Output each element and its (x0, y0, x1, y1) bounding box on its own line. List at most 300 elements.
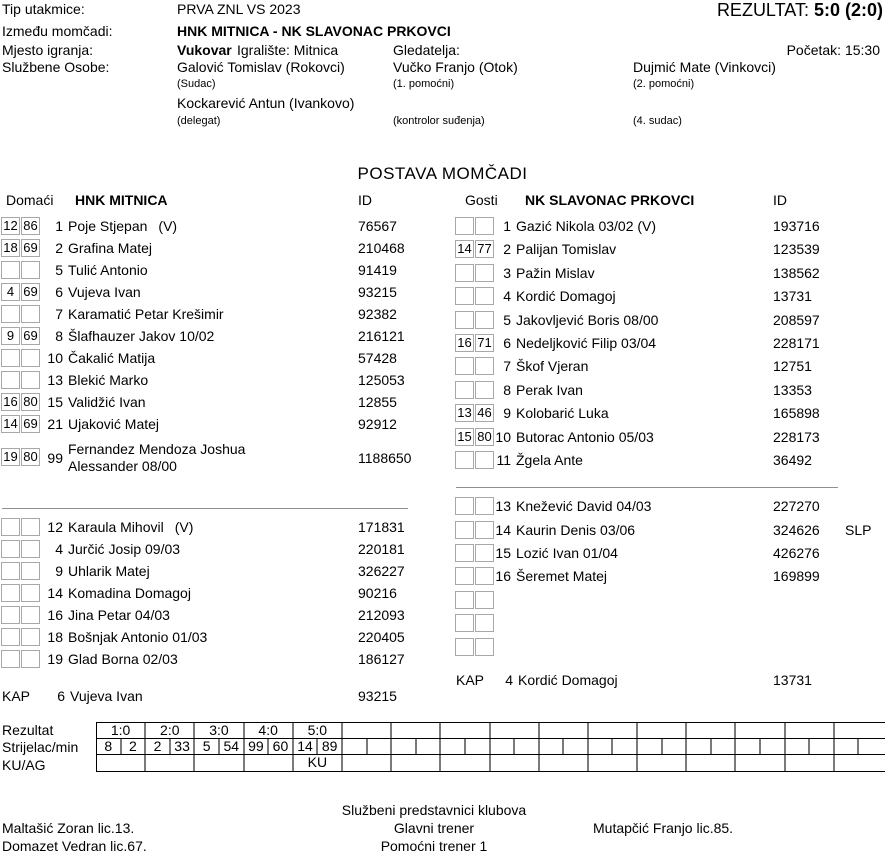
sub-minute-box (475, 567, 494, 585)
ku-ag-cell (245, 755, 294, 771)
guest-starters-list (454, 216, 885, 473)
player-id: 92382 (358, 306, 397, 322)
sub-minute-box: 80 (21, 393, 40, 411)
player-number: 5 (55, 262, 63, 278)
player-number: 2 (503, 241, 511, 258)
player-id: 216121 (358, 328, 405, 344)
sub-minute-box (475, 497, 494, 515)
scorer-minute-cell: 5 (195, 739, 220, 754)
player-name: Šeremet Matej (516, 568, 608, 585)
sub-in-number-box: 16 (455, 334, 474, 352)
sub-minute-box (21, 606, 40, 624)
player-name: Tulić Antonio (68, 262, 148, 278)
player-name: Uhlarik Matej (68, 563, 150, 579)
score-table-row (97, 723, 885, 739)
player-id: 193716 (773, 218, 820, 234)
sub-minute-box (21, 305, 40, 323)
player-id: 13731 (773, 288, 812, 305)
home-id-column-header: ID (358, 192, 372, 208)
result-cell: 1:0 (97, 723, 146, 738)
player-name: Glad Borna 02/03 (68, 651, 178, 667)
sub-in-number-box: 15 (455, 428, 474, 446)
player-id: 93215 (358, 688, 397, 704)
ku-ag-cell (343, 755, 392, 771)
player-id: 212093 (358, 607, 405, 623)
player-id: 123539 (773, 241, 820, 258)
player-id: 228171 (773, 334, 820, 351)
player-name: Perak Ivan (516, 381, 583, 398)
scorer-minute-cell (540, 739, 565, 754)
player-number: 3 (503, 264, 511, 281)
player-row (454, 450, 885, 473)
player-id: 91419 (358, 262, 397, 278)
captain-row (454, 670, 885, 693)
player-id: 220405 (358, 629, 405, 645)
referee-role: (Sudac) (177, 78, 216, 90)
result-cell (687, 723, 736, 738)
player-number: 2 (55, 240, 63, 256)
ku-ag-cell: KU (294, 755, 343, 771)
player-name: Žgela Ante (516, 451, 583, 468)
sub-in-number-box (455, 287, 474, 305)
assistant1-name: Vučko Franjo (Otok) (393, 59, 518, 75)
sub-minute-box: 69 (21, 327, 40, 345)
player-number: 14 (495, 521, 511, 538)
sub-minute-box (21, 584, 40, 602)
sub-in-number-box (1, 261, 20, 279)
ku-ag-cell (835, 755, 884, 771)
scorer-minute-cell (687, 739, 712, 754)
guest-team-section (454, 190, 885, 693)
result-cell (540, 723, 589, 738)
player-row (0, 282, 448, 304)
sub-in-number-box: 12 (1, 217, 20, 235)
player-number: 9 (503, 405, 511, 422)
player-number: 7 (55, 306, 63, 322)
player-id: 138562 (773, 264, 820, 281)
player-row (0, 517, 448, 539)
kap-label: KAP (2, 688, 31, 704)
player-number: 1 (55, 218, 63, 234)
match-teams: HNK MITNICA - NK SLAVONAC PRKOVCI (177, 23, 451, 39)
home-side-label: Domaći (6, 192, 54, 208)
player-name: Škof Vjeran (516, 358, 589, 375)
sub-in-number-box: 9 (1, 327, 20, 345)
sub-minute-box (21, 562, 40, 580)
player-number: 5 (503, 311, 511, 328)
player-row (454, 333, 885, 356)
player-id: 13731 (773, 672, 812, 689)
player-row (454, 520, 885, 543)
player-name: Šlafhauzer Jakov 10/02 (68, 328, 215, 344)
player-name: Kordić Domagoj (518, 672, 618, 689)
player-row (0, 627, 448, 649)
sub-in-number-box: 16 (1, 393, 20, 411)
player-name: Komadina Domagoj (68, 585, 191, 601)
player-name: Ujaković Matej (68, 416, 160, 432)
player-number: 15 (495, 545, 511, 562)
player-number: 11 (496, 451, 511, 468)
player-name: Vujeva Ivan (68, 284, 141, 300)
player-row (0, 649, 448, 671)
captain-row (0, 686, 448, 708)
sub-in-number-box (455, 614, 474, 632)
player-row (454, 239, 885, 262)
player-number: 16 (47, 607, 63, 623)
assistant2-role: (2. pomoćni) (633, 78, 695, 90)
sub-minute-box (475, 521, 494, 539)
player-row (0, 238, 448, 260)
ku-ag-cell (146, 755, 195, 771)
goalkeeper-mark: (V) (174, 519, 194, 535)
player-number: 6 (57, 688, 65, 704)
player-number: 18 (47, 629, 63, 645)
player-name: Kolobarić Luka (516, 405, 609, 422)
sub-minute-box (21, 628, 40, 646)
scorer-minute-cell (736, 739, 761, 754)
player-name: Pažin Mislav (516, 264, 595, 281)
sub-in-number-box (1, 349, 20, 367)
player-row (0, 216, 448, 238)
player-number: 21 (47, 416, 63, 432)
player-row (0, 304, 448, 326)
player-name: Fernandez Mendoza Joshua Alessander 08/00 (68, 441, 246, 474)
sub-in-number-box (1, 606, 20, 624)
result-label: REZULTAT: (716, 0, 809, 20)
sub-minute-box (475, 451, 494, 469)
sub-minute-box: 69 (21, 239, 40, 257)
scorer-minute-cell (491, 739, 516, 754)
result-line (717, 0, 883, 21)
ku-ag-cell (589, 755, 638, 771)
result-cell (392, 723, 441, 738)
home-bench-divider (2, 508, 408, 509)
guest-side-label: Gosti (465, 192, 498, 208)
player-id: 220181 (358, 541, 405, 557)
guest-team-header (454, 190, 885, 216)
sub-minute-box (475, 264, 494, 282)
player-id: 12855 (358, 394, 397, 410)
sub-in-number-box (455, 638, 474, 656)
kickoff-time: Početak: 15:30 (786, 42, 880, 58)
player-row (454, 380, 885, 403)
scorer-minute-cell: 2 (122, 739, 147, 754)
result-cell (491, 723, 540, 738)
ku-ag-cell (195, 755, 244, 771)
player-number: 10 (47, 350, 63, 366)
player-id: 1188650 (358, 450, 412, 466)
result-cell: 4:0 (245, 723, 294, 738)
score-table-row-labels (2, 722, 78, 774)
competition-name: PRVA ZNL VS 2023 (177, 1, 301, 17)
sub-in-number-box (455, 311, 474, 329)
player-name: Gazić Nikola 03/02 (V) (516, 218, 657, 234)
delegate-name: Kockarević Antun (Ivankovo) (177, 95, 355, 111)
player-name: Kordić Domagoj (516, 288, 616, 305)
result-cell: 3:0 (195, 723, 244, 738)
kap-label: KAP (456, 672, 485, 689)
home-head-coach-name: Maltašić Zoran lic.13. (2, 820, 135, 836)
player-number: 4 (505, 672, 513, 689)
scorer-minute-cell (441, 739, 466, 754)
player-row (0, 436, 448, 480)
player-number: 4 (55, 541, 63, 557)
player-row (0, 370, 448, 392)
player-id: 13353 (773, 381, 812, 398)
player-id: 326227 (358, 563, 405, 579)
sub-in-number-box (455, 521, 474, 539)
player-row (0, 539, 448, 561)
sub-minute-box (21, 518, 40, 536)
home-starters-list (0, 216, 448, 480)
sub-minute-box (475, 544, 494, 562)
player-id: 93215 (358, 284, 397, 300)
ku-ag-cell (786, 755, 835, 771)
assistant1-role: (1. pomoćni) (393, 78, 455, 90)
guest-bench-divider (456, 487, 838, 488)
player-id: 324626 (773, 521, 820, 538)
scorer-minute-cell: 99 (245, 739, 270, 754)
guest-captain-row (454, 670, 885, 693)
officials-label: Službene Osobe: (2, 59, 110, 75)
player-name: Validžić Ivan (68, 394, 146, 410)
sub-minute-box: 71 (475, 334, 494, 352)
player-number: 13 (495, 498, 511, 515)
city-name: Vukovar (177, 42, 232, 58)
delegate-role: (delegat) (177, 115, 221, 127)
sub-in-number-box: 13 (455, 404, 474, 422)
scorer-minute-cell: 60 (269, 739, 294, 754)
player-id: 210468 (358, 240, 405, 256)
home-team-header (0, 190, 448, 216)
player-row (0, 348, 448, 370)
player-row (454, 286, 885, 309)
player-row (454, 496, 885, 519)
player-number: 12 (47, 519, 63, 535)
scorer-minute-cell (613, 739, 638, 754)
sub-in-number-box (1, 518, 20, 536)
result-cell: 5:0 (294, 723, 343, 738)
scorer-minute-cell (515, 739, 540, 754)
sub-minute-box (21, 540, 40, 558)
sub-in-number-box (1, 562, 20, 580)
player-id: 227270 (773, 498, 820, 515)
player-name: Karaula Mihovil (V) (68, 519, 194, 535)
result-cell (786, 723, 835, 738)
sub-in-number-box (455, 544, 474, 562)
player-row (0, 326, 448, 348)
score-row-label: Rezultat (2, 722, 54, 738)
spectators-label: Gledatelja: (393, 42, 460, 58)
player-number: 14 (47, 585, 63, 601)
player-number: 99 (47, 450, 63, 466)
player-name: Jina Petar 04/03 (68, 607, 170, 623)
sub-minute-box (475, 217, 494, 235)
player-name: Palijan Tomislav (516, 241, 617, 258)
result-cell (343, 723, 392, 738)
player-number: 15 (47, 394, 63, 410)
club-representatives-title: Službeni predstavnici klubova (341, 802, 527, 818)
player-number: 6 (55, 284, 63, 300)
scorer-minute-cell (392, 739, 417, 754)
player-row (0, 583, 448, 605)
ku-ag-cell (441, 755, 490, 771)
player-name: Karamatić Petar Krešimir (68, 306, 224, 322)
sub-in-number-box (455, 567, 474, 585)
player-id: 57428 (358, 350, 397, 366)
between-teams-label: Između momčadi: (2, 23, 113, 39)
player-name: Čakalić Matija (68, 350, 156, 366)
scorer-minute-cell: 54 (220, 739, 245, 754)
sub-minute-box: 80 (21, 448, 40, 466)
ku-ag-cell (97, 755, 146, 771)
player-id: 90216 (358, 585, 397, 601)
sub-in-number-box (455, 381, 474, 399)
player-id: 125053 (358, 372, 405, 388)
ku-ag-cell (638, 755, 687, 771)
player-row (0, 605, 448, 627)
player-name: Blekić Marko (68, 372, 149, 388)
sub-minute-box (475, 591, 494, 609)
player-number: 8 (503, 381, 511, 398)
player-number: 16 (495, 568, 511, 585)
ku-ag-cell (491, 755, 540, 771)
sub-minute-box (475, 287, 494, 305)
result-cell (736, 723, 785, 738)
guest-id-column-header: ID (773, 192, 787, 208)
player-name: Vujeva Ivan (70, 688, 143, 704)
sub-minute-box: 69 (21, 283, 40, 301)
player-number: 8 (55, 328, 63, 344)
sub-in-number-box (1, 305, 20, 323)
sub-in-number-box (455, 264, 474, 282)
scorer-minute-cell: 2 (146, 739, 171, 754)
scorer-minute-cell (712, 739, 737, 754)
scorer-minute-cell (835, 739, 860, 754)
player-name: Jurčić Josip 09/03 (68, 541, 181, 557)
scorer-minute-cell (786, 739, 811, 754)
scorer-minute-cell (761, 739, 786, 754)
player-row (0, 414, 448, 436)
player-number: 13 (47, 372, 63, 388)
scorer-minute-cell: 8 (97, 739, 122, 754)
scorer-minute-cell: 33 (171, 739, 196, 754)
ku-ag-cell (392, 755, 441, 771)
sub-in-number-box (455, 591, 474, 609)
sub-in-number-box (1, 628, 20, 646)
result-cell: 2:0 (146, 723, 195, 738)
scorer-minute-cell: 14 (294, 739, 319, 754)
guest-team-name: NK SLAVONAC PRKOVCI (525, 192, 695, 208)
player-row (454, 613, 885, 636)
scorer-minute-cell (638, 739, 663, 754)
guest-head-coach-name: Mutapčić Franjo lic.85. (593, 820, 734, 836)
player-row (454, 566, 885, 589)
player-row (454, 637, 885, 660)
sub-in-number-box (1, 540, 20, 558)
home-team-section (0, 190, 448, 708)
player-row (454, 590, 885, 613)
sub-in-number-box: 19 (1, 448, 20, 466)
sub-minute-box (475, 614, 494, 632)
score-progression-table (96, 722, 885, 772)
score-table-row (97, 739, 885, 755)
player-number: 4 (503, 288, 511, 305)
player-name: Butorac Antonio 05/03 (516, 428, 654, 445)
match-type-label: Tip utakmice: (2, 1, 85, 17)
sub-minute-box (21, 650, 40, 668)
sub-in-number-box (1, 584, 20, 602)
sub-minute-box: 46 (475, 404, 494, 422)
referee-name: Galović Tomislav (Rokovci) (177, 59, 345, 75)
sub-in-number-box (455, 451, 474, 469)
page-title: POSTAVA MOMČADI (357, 164, 528, 183)
result-cell (638, 723, 687, 738)
scorer-minute-cell (859, 739, 884, 754)
player-row (454, 543, 885, 566)
player-name: Knežević David 04/03 (516, 498, 652, 515)
player-id: 92912 (358, 416, 397, 432)
player-name: Kaurin Denis 03/06 (516, 521, 636, 538)
player-tag: SLP (845, 521, 872, 538)
player-number: 10 (495, 428, 511, 445)
result-cell (835, 723, 884, 738)
ku-ag-cell (540, 755, 589, 771)
assistant-coach-label: Pomoćni trener 1 (380, 838, 488, 854)
player-row (454, 310, 885, 333)
goalkeeper-mark: (V) (158, 218, 178, 234)
home-assistant-coach-name: Domazet Vedran lic.67. (2, 838, 147, 854)
head-coach-label: Glavni trener (393, 820, 475, 836)
player-number: 9 (55, 563, 63, 579)
sub-minute-box: 77 (475, 240, 494, 258)
sub-in-number-box (455, 217, 474, 235)
player-row (0, 260, 448, 282)
player-name: Lozić Ivan 01/04 (516, 545, 618, 562)
sub-minute-box (475, 638, 494, 656)
player-row (454, 263, 885, 286)
sub-in-number-box (1, 650, 20, 668)
home-team-name: HNK MITNICA (75, 192, 168, 208)
player-name: Poje Stjepan (V) (68, 218, 178, 234)
home-captain-row (0, 686, 448, 708)
scorer-minute-cell: 89 (318, 739, 343, 754)
scorer-minute-cell (368, 739, 393, 754)
player-number: 7 (503, 358, 511, 375)
player-row (454, 403, 885, 426)
player-name: Jakovljević Boris 08/00 (516, 311, 659, 328)
scorer-minute-cell (343, 739, 368, 754)
scorer-minute-cell (417, 739, 442, 754)
player-id: 171831 (358, 519, 405, 535)
player-id: 208597 (773, 311, 820, 328)
sub-minute-box (475, 381, 494, 399)
guest-bench-list (454, 496, 885, 660)
sub-minute-box (21, 349, 40, 367)
player-row (0, 392, 448, 414)
score-row-label: KU/AG (2, 756, 46, 773)
ground-name: Igralište: Mitnica (237, 42, 339, 58)
player-row (454, 356, 885, 379)
player-id: 36492 (773, 451, 812, 468)
home-bench-list (0, 517, 448, 671)
ku-ag-cell (736, 755, 785, 771)
fourth-official-role: (4. sudac) (633, 115, 682, 127)
result-cell (589, 723, 638, 738)
player-id: 426276 (773, 545, 820, 562)
player-name: Bošnjak Antonio 01/03 (68, 629, 208, 645)
player-name: Grafina Matej (68, 240, 153, 256)
